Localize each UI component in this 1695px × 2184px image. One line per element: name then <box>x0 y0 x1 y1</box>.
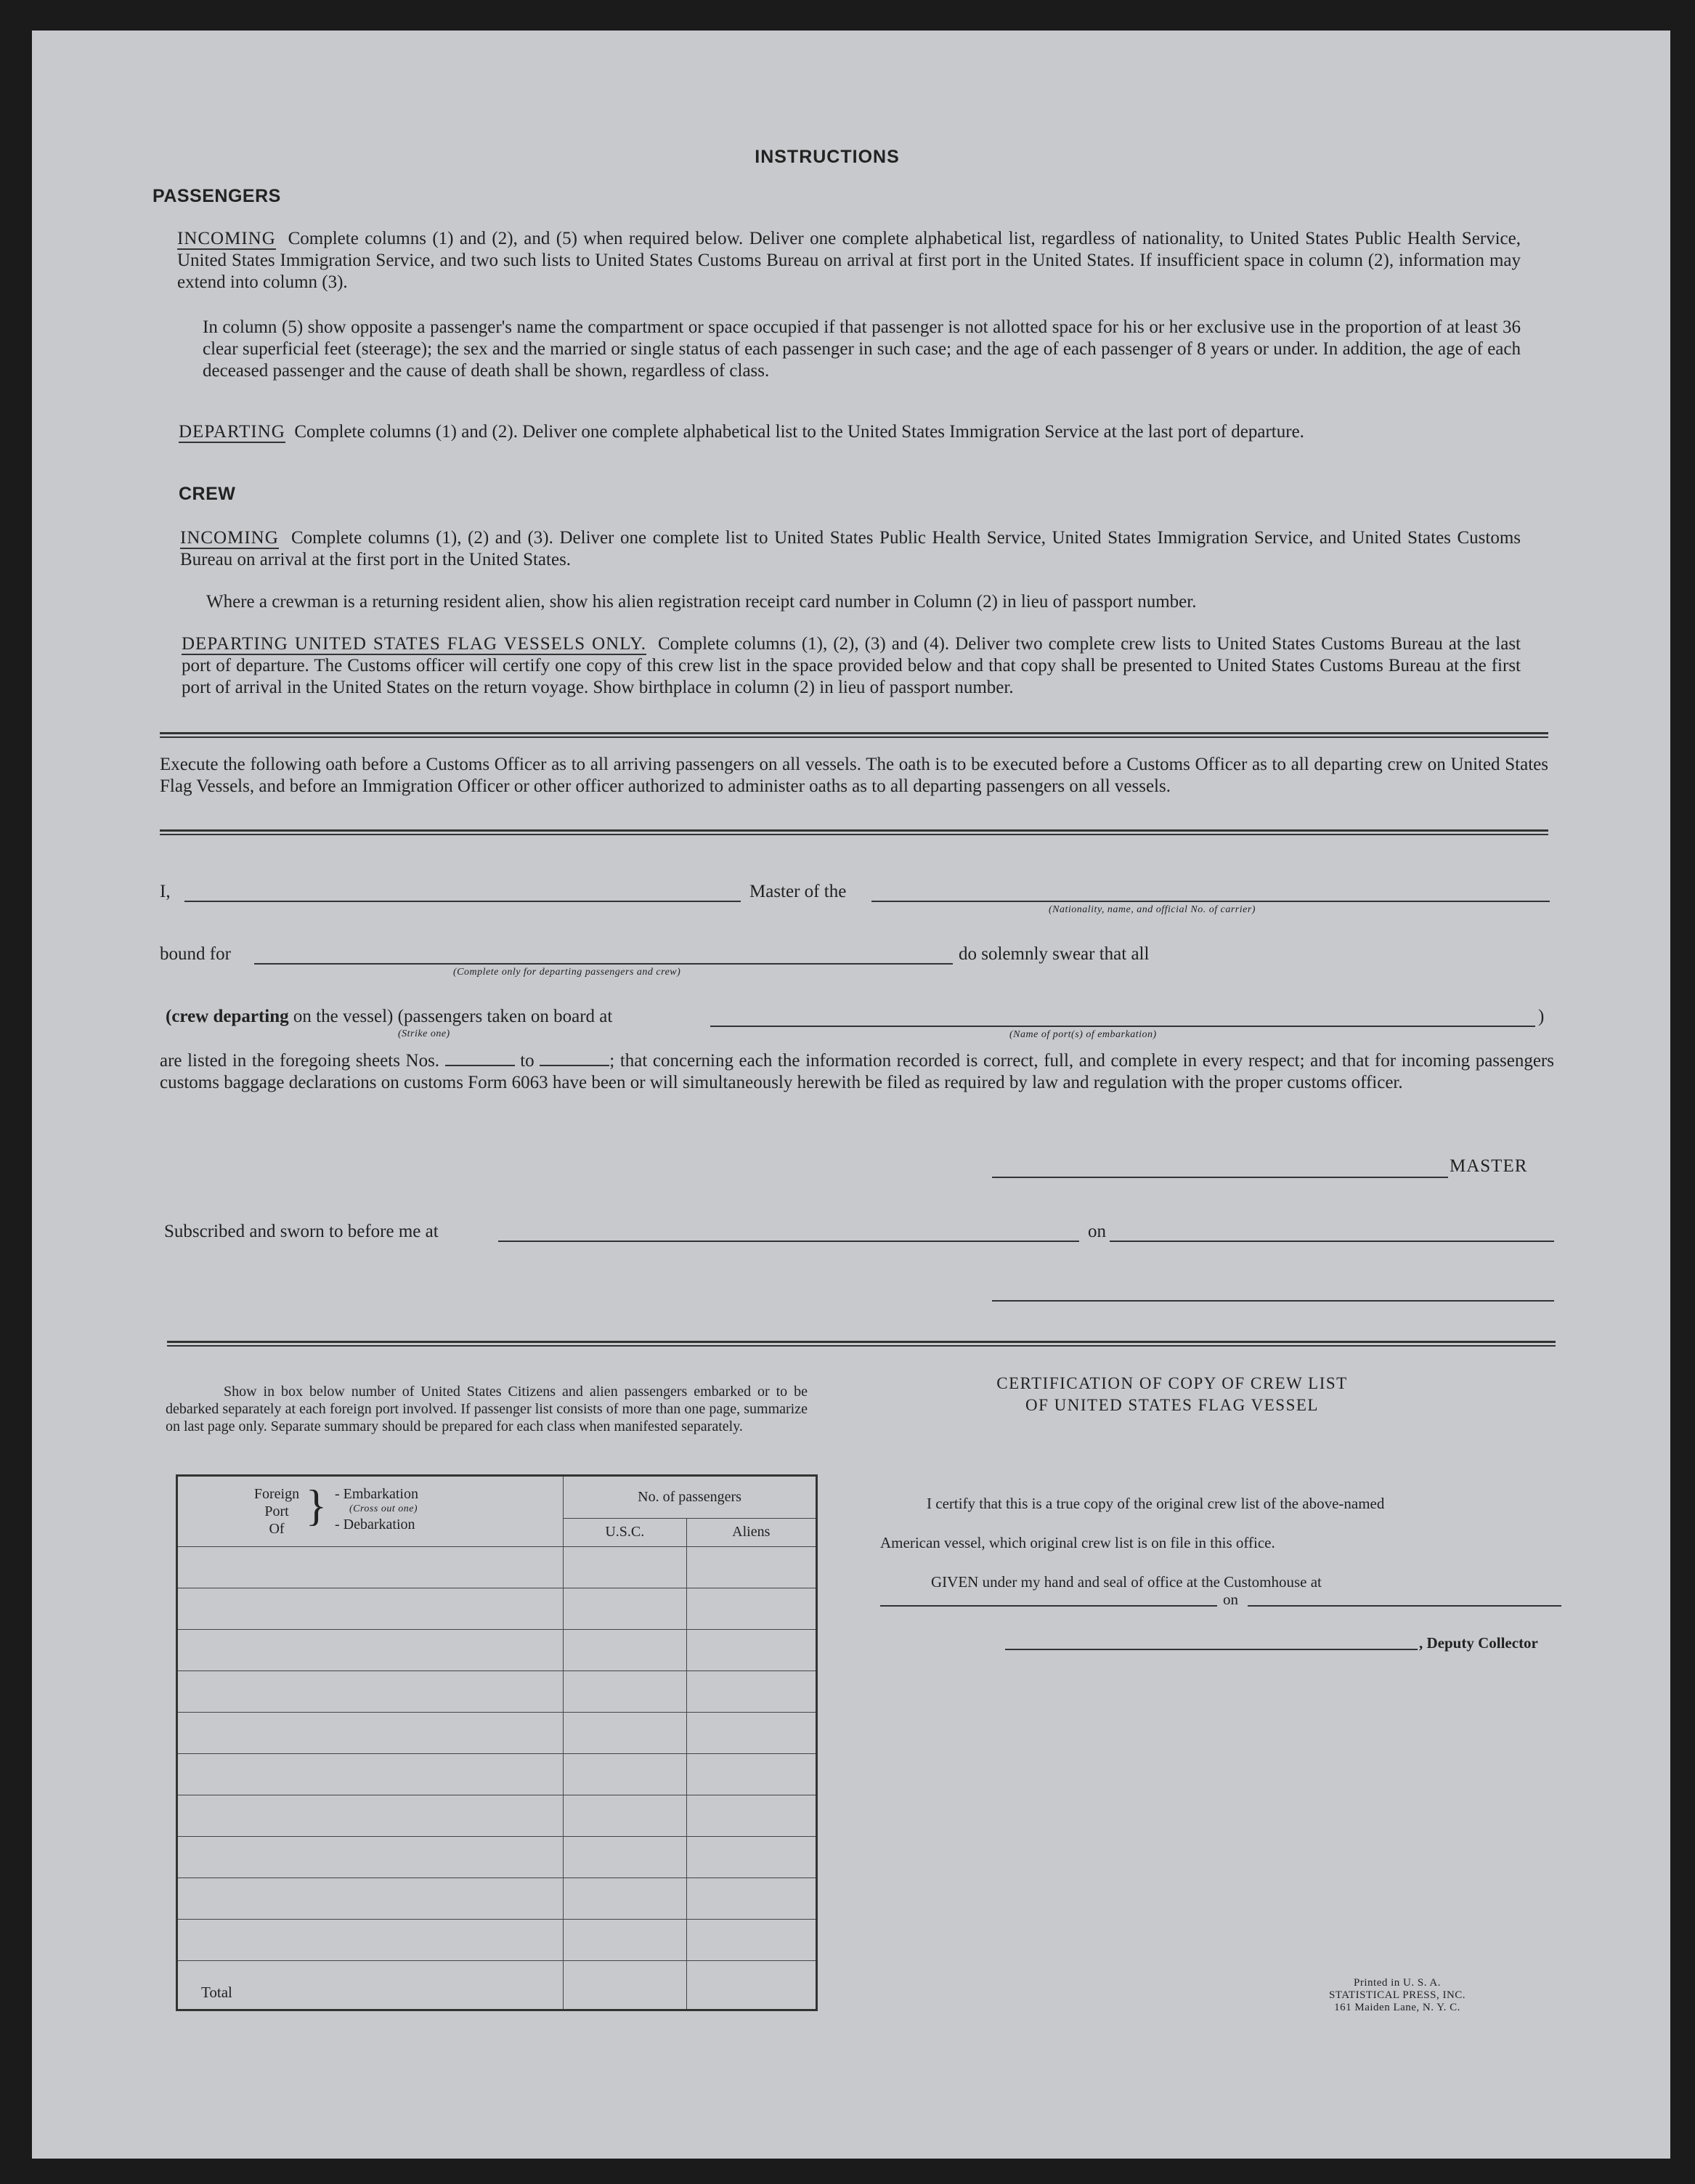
usc-cell[interactable] <box>564 1795 687 1837</box>
printer-line2: STATISTICAL PRESS, INC. <box>1328 1989 1466 2001</box>
strike-one-caption: (Strike one) <box>398 1028 450 1039</box>
aliens-cell[interactable] <box>686 1795 816 1837</box>
passengers-column5-paragraph: In column (5) show opposite a passenger's name the compartment or space occupied if that passenger is not allotted space for his or her exclusive use in the proportion of at least 36 clear superficial feet (steerage); the sex and the married or single status of each passenger in such case; and the age of each passenger of 8 years or under. In addition, the age of each deceased passenger and the cause of death shall be shown, regardless of class. <box>203 317 1521 381</box>
passengers-incoming-paragraph <box>177 228 1521 293</box>
usc-cell[interactable] <box>564 1671 687 1713</box>
usc-cell[interactable] <box>564 1630 687 1671</box>
usc-cell[interactable] <box>564 1547 687 1588</box>
crew-incoming-lead: INCOMING <box>180 528 279 548</box>
certification-date-field[interactable] <box>1248 1605 1561 1607</box>
embarkation-option[interactable]: - Embarkation <box>335 1486 418 1502</box>
certification-heading-line2: OF UNITED STATES FLAG VESSEL <box>1025 1396 1319 1414</box>
crew-passengers-line <box>166 1007 612 1027</box>
usc-cell[interactable] <box>564 1920 687 1961</box>
table-row <box>177 1837 817 1878</box>
table-row <box>177 1671 817 1713</box>
bound-for-field[interactable] <box>254 963 953 965</box>
table-row <box>177 1630 817 1671</box>
printer-line3: 161 Maiden Lane, N. Y. C. <box>1334 2002 1460 2013</box>
aliens-cell[interactable] <box>686 1671 816 1713</box>
port-cell[interactable] <box>177 1754 564 1795</box>
passengers-incoming-text: Complete columns (1) and (2), and (5) when required below. Deliver one complete alphabetical list, regardless of nationality, to United States Public Health Service, United States Immigration Service, and two such lists to United States Customs Bureau on arrival at first port in the United States. If insufficient space in column (2), information may extend into column (3). <box>177 229 1521 292</box>
embarkation-port-caption: (Name of port(s) of embarkation) <box>1009 1029 1157 1040</box>
aliens-total-cell[interactable] <box>686 1961 816 2010</box>
passengers-heading: PASSENGERS <box>153 186 281 206</box>
debarkation-option[interactable]: - Debarkation <box>335 1517 415 1533</box>
deputy-collector-label: , Deputy Collector <box>1419 1634 1538 1652</box>
usc-cell[interactable] <box>564 1878 687 1920</box>
summary-header-row <box>177 1476 817 1519</box>
aliens-cell[interactable] <box>686 1878 816 1920</box>
usc-cell[interactable] <box>564 1588 687 1630</box>
subscribed-on-label: on <box>1088 1222 1106 1241</box>
port-cell[interactable] <box>177 1920 564 1961</box>
bound-for-caption: (Complete only for departing passengers and crew) <box>453 967 681 978</box>
table-row <box>177 1754 817 1795</box>
certify-line2: American vessel, which original crew list is on file in this office. <box>880 1534 1275 1551</box>
subscribed-place-field[interactable] <box>498 1241 1079 1242</box>
aliens-cell[interactable] <box>686 1713 816 1754</box>
foreign-label: Foreign <box>253 1486 300 1502</box>
aliens-cell[interactable] <box>686 1837 816 1878</box>
no-passengers-header: No. of passengers <box>564 1476 817 1519</box>
officer-signature-field[interactable] <box>992 1300 1554 1302</box>
port-cell[interactable] <box>177 1837 564 1878</box>
subscribed-date-field[interactable] <box>1110 1241 1554 1242</box>
passengers-departing-text: Complete columns (1) and (2). Deliver one complete alphabetical list to the United States Immigration Service at the last port of departure. <box>294 422 1304 442</box>
crew-departing-lead: DEPARTING UNITED STATES FLAG VESSELS ONLY. <box>182 634 647 654</box>
port-label: Port <box>264 1503 289 1519</box>
passengers-departing-lead: DEPARTING <box>179 422 285 442</box>
customhouse-field[interactable] <box>880 1605 1217 1607</box>
port-cell[interactable] <box>177 1547 564 1588</box>
crew-heading: CREW <box>179 484 236 504</box>
certification-heading-line1: CERTIFICATION OF COPY OF CREW LIST <box>996 1374 1348 1392</box>
close-paren: ) <box>1538 1007 1545 1026</box>
double-rule-bottom <box>167 1341 1556 1347</box>
crew-departing-text: Complete columns (1), (2), (3) and (4). Deliver two complete crew lists to United States Customs Bureau at the last port of departure. The Customs officer will certify one copy of this crew list in the space provided below and that copy shall be presented to United States Customs Bureau at the first port of arrival in the United States on the return voyage. Show birthplace in column (2) in lieu of passport number. <box>182 634 1521 697</box>
table-row <box>177 1547 817 1588</box>
passenger-summary-table <box>176 1474 818 2011</box>
passengers-departing-paragraph <box>179 421 1521 443</box>
table-row <box>177 1920 817 1961</box>
instructions-title: INSTRUCTIONS <box>755 147 900 167</box>
master-name-field[interactable] <box>184 901 741 902</box>
printer-imprint <box>1310 1977 1484 2014</box>
on-the-vessel-label: on the vessel) <box>293 1007 394 1026</box>
sheet-from-field[interactable] <box>445 1065 515 1066</box>
passengers-incoming-lead: INCOMING <box>177 229 276 248</box>
swear-label: do solemnly swear that all <box>959 944 1150 964</box>
port-cell[interactable] <box>177 1795 564 1837</box>
total-label: Total <box>177 1961 564 2010</box>
passengers-taken-label: (passengers taken on board at <box>397 1007 613 1026</box>
sheets-pre-label: are listed in the foregoing sheets Nos. <box>160 1051 440 1071</box>
sheets-paragraph <box>160 1050 1554 1094</box>
carrier-field[interactable] <box>871 901 1550 902</box>
crew-incoming-text: Complete columns (1), (2) and (3). Deliver one complete list to United States Public Health Service, United States Immigration Service, and United States Customs Bureau on arrival at the first port in the United States. <box>180 528 1521 569</box>
master-signature-field[interactable] <box>992 1177 1448 1178</box>
crew-incoming-paragraph <box>180 527 1521 571</box>
aliens-header: Aliens <box>686 1518 816 1546</box>
summary-instructions: Show in box below number of United States Citizens and alien passengers embarked or to be debarked separately at each foreign port involved. If passenger list consists of more than one page, summarize on last page only. Separate summary should be prepared for each class when manifested separately. <box>166 1384 808 1434</box>
crew-departing-paragraph <box>182 633 1521 699</box>
usc-cell[interactable] <box>564 1837 687 1878</box>
crew-departing-label: (crew departing <box>166 1007 289 1026</box>
certification-heading <box>976 1373 1368 1416</box>
crew-crewman-paragraph: Where a crewman is a returning resident alien, show his alien registration receipt card number in Column (2) in lieu of passport number. <box>206 592 1197 612</box>
brace-icon: } <box>306 1482 327 1530</box>
port-cell[interactable] <box>177 1713 564 1754</box>
oath-i-label: I, <box>160 882 171 901</box>
sheet-to-field[interactable] <box>540 1065 609 1066</box>
sheets-to-label: to <box>520 1051 534 1071</box>
certify-line1: I certify that this is a true copy of the original crew list of the above-named <box>927 1495 1385 1512</box>
bound-for-label: bound for <box>160 944 231 964</box>
usc-total-cell[interactable] <box>564 1961 687 2010</box>
aliens-cell[interactable] <box>686 1547 816 1588</box>
given-line: GIVEN under my hand and seal of office at the Customhouse at <box>931 1573 1322 1591</box>
master-of-the-label: Master of the <box>749 882 847 901</box>
aliens-cell[interactable] <box>686 1920 816 1961</box>
embarkation-port-field[interactable] <box>710 1026 1535 1027</box>
double-rule-top <box>160 732 1548 738</box>
cross-out-caption: (Cross out one) <box>349 1503 418 1514</box>
deputy-collector-signature-field[interactable] <box>1005 1649 1418 1650</box>
double-rule-middle <box>160 829 1548 835</box>
table-row <box>177 1878 817 1920</box>
form-page <box>32 31 1670 2159</box>
aliens-cell[interactable] <box>686 1630 816 1671</box>
certification-on-label: on <box>1223 1591 1238 1608</box>
table-row <box>177 1713 817 1754</box>
nationality-caption: (Nationality, name, and official No. of carrier) <box>1049 904 1256 915</box>
table-row <box>177 1795 817 1837</box>
total-row <box>177 1961 817 2010</box>
aliens-cell[interactable] <box>686 1754 816 1795</box>
table-row <box>177 1588 817 1630</box>
master-label: MASTER <box>1450 1156 1528 1176</box>
usc-header: U.S.C. <box>564 1518 687 1546</box>
port-cell[interactable] <box>177 1588 564 1630</box>
foreign-port-header <box>177 1476 564 1547</box>
aliens-cell[interactable] <box>686 1588 816 1630</box>
port-cell[interactable] <box>177 1878 564 1920</box>
sheets-post-text: ; that concerning each the information recorded is correct, full, and complete in every respect; and that for incoming passengers customs baggage declarations on customs Form 6063 have been or will simultaneously herewith be filed as required by law and regulation with the proper customs officer. <box>160 1051 1554 1092</box>
port-cell[interactable] <box>177 1630 564 1671</box>
usc-cell[interactable] <box>564 1754 687 1795</box>
usc-cell[interactable] <box>564 1713 687 1754</box>
port-cell[interactable] <box>177 1671 564 1713</box>
oath-intro: Execute the following oath before a Customs Officer as to all arriving passengers on all vessels. The oath is to be executed before a Customs Officer as to all departing crew on United States Flag Vessels, and before an Immigration Officer or other officer authorized to administer oaths as to all departing passengers on all vessels. <box>160 755 1548 796</box>
of-label: Of <box>269 1521 285 1537</box>
printer-line1: Printed in U. S. A. <box>1354 1977 1441 1989</box>
subscribed-label: Subscribed and sworn to before me at <box>164 1222 439 1241</box>
